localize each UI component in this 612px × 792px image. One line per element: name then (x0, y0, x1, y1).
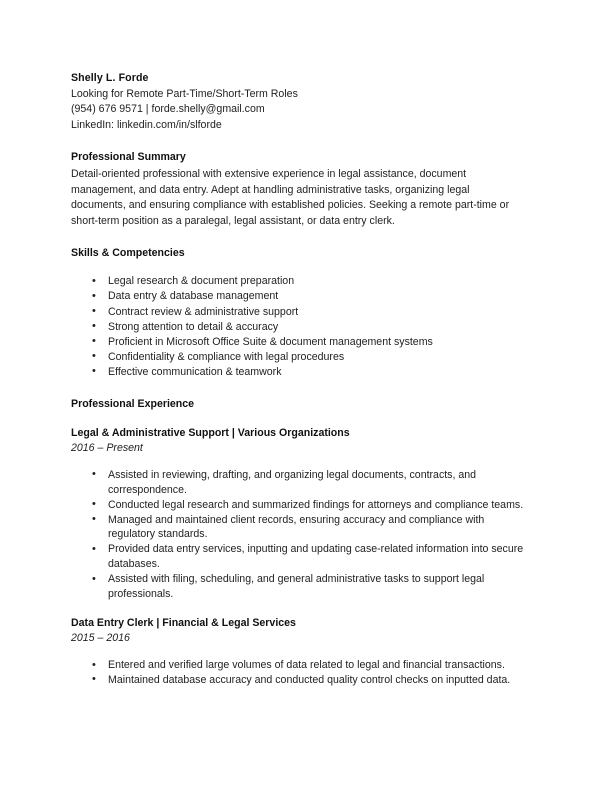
list-item: • Data entry & database management (71, 289, 528, 304)
contact-linkedin: LinkedIn: linkedin.com/in/slforde (71, 118, 222, 131)
job-responsibilities-list (71, 658, 531, 688)
list-item: • Legal research & document preparation (71, 274, 528, 289)
section-heading-summary: Professional Summary (71, 151, 186, 163)
section-heading-skills: Skills & Competencies (71, 247, 185, 260)
list-item: • Confidentiality & compliance with legal procedures (71, 350, 528, 365)
list-item: • Maintained database accuracy and conducted quality control checks on inputted data. (71, 673, 533, 688)
job-title: Data Entry Clerk | Financial & Legal Services (71, 617, 296, 629)
list-item: • Contract review & administrative support (71, 305, 528, 320)
resume-header (71, 71, 531, 133)
list-item: • Proficient in Microsoft Office Suite & document management systems (71, 335, 528, 350)
section-experience (71, 397, 531, 688)
list-item: • Conducted legal research and summarized findings for attorneys and compliance teams. (71, 498, 533, 513)
list-item: • Assisted in reviewing, drafting, and organizing legal documents, contracts, and correspondence. (71, 468, 533, 498)
skills-list (71, 274, 531, 379)
job-dates: 2016 – Present (71, 441, 143, 454)
list-item: • Managed and maintained client records, ensuring accuracy and compliance with regulatory standards. (71, 513, 533, 543)
list-item: • Assisted with filing, scheduling, and general administrative tasks to support legal professionals. (71, 572, 533, 602)
contact-phone-email: (954) 676 9571 | forde.shelly@gmail.com (71, 103, 265, 115)
list-item: • Entered and verified large volumes of data related to legal and financial transactions. (71, 658, 533, 673)
experience-entry-1 (71, 426, 531, 602)
candidate-headline: Looking for Remote Part-Time/Short-Term Roles (71, 87, 298, 100)
summary-paragraph: Detail-oriented professional with extensive experience in legal assistance, document management, and data entry. Adept at handling administrative tasks, organizing legal documents, and ensuring compliance with established policies. Seeking a remote part-time or short-term position as a paralegal, legal assistant, or data entry clerk. (71, 168, 510, 227)
job-title: Legal & Administrative Support | Various Organizations (71, 426, 350, 439)
list-item: • Effective communication & teamwork (71, 365, 528, 380)
job-responsibilities-list (71, 468, 531, 602)
candidate-name: Shelly L. Forde (71, 72, 149, 84)
section-skills (71, 246, 531, 379)
resume-document (71, 71, 531, 688)
list-item: • Strong attention to detail & accuracy (71, 320, 528, 335)
list-item: • Provided data entry services, inputting and updating case-related information into secure databases. (71, 542, 533, 572)
experience-entry-2 (71, 616, 531, 688)
section-heading-experience: Professional Experience (71, 397, 195, 410)
job-dates: 2015 – 2016 (71, 632, 130, 644)
section-professional-summary (71, 150, 531, 229)
